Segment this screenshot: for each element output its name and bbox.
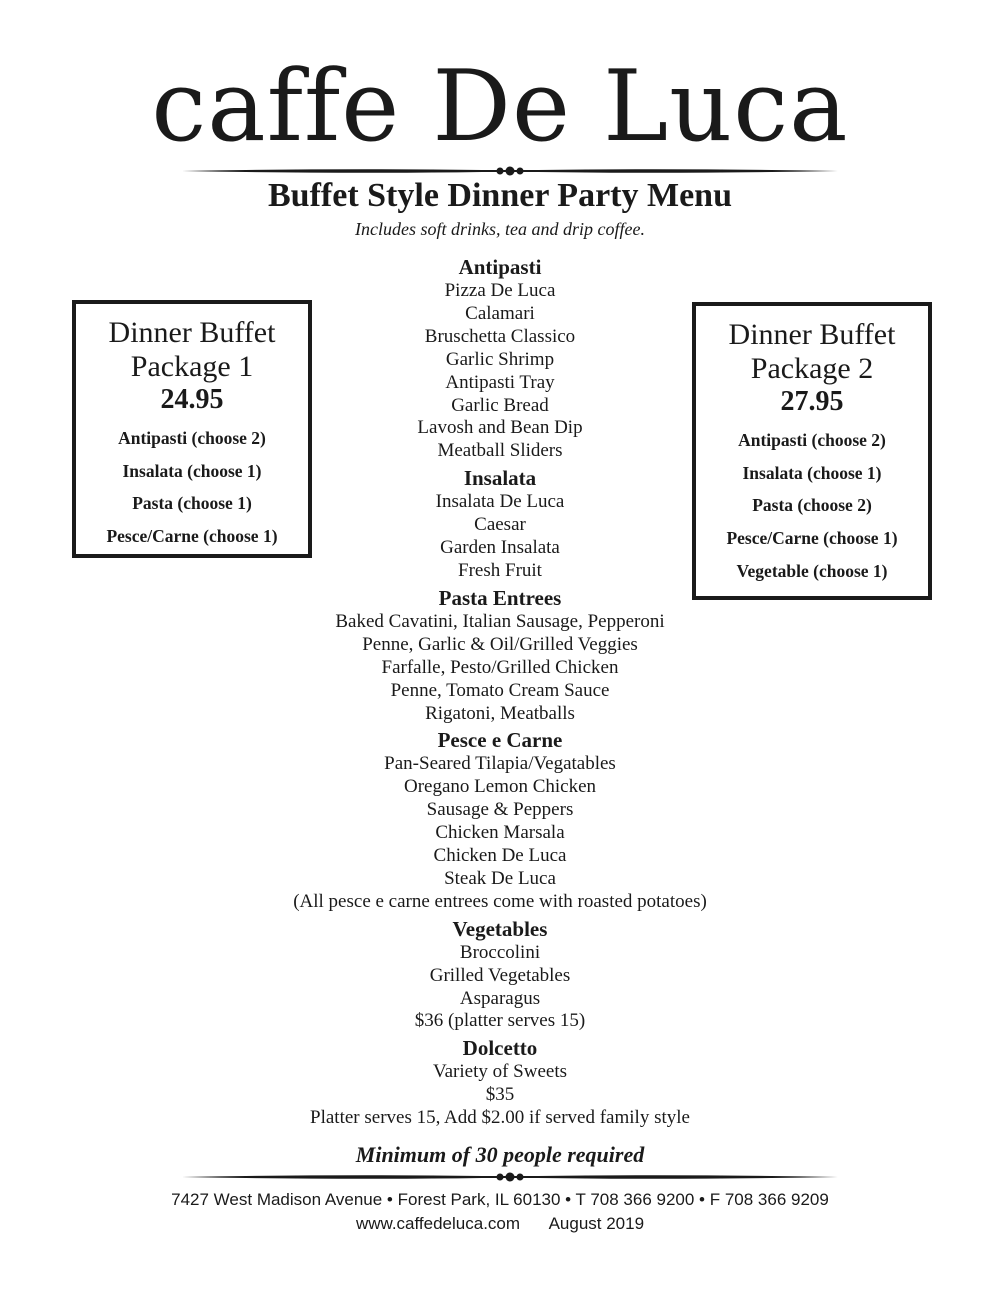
section-heading: Insalata [463,466,537,491]
menu-item: Fresh Fruit [458,559,542,581]
menu-item: Rigatoni, Meatballs [425,702,575,724]
package-2-line: Antipasti (choose 2) [738,430,886,450]
footer-website[interactable]: www.caffedeluca.com [355,1214,521,1233]
package-1-line: Antipasti (choose 2) [118,428,266,448]
menu-item: Lavosh and Bean Dip [417,417,583,439]
section-pasta-entrees [0,586,1000,726]
menu-item: Caesar [474,514,526,536]
section-heading: Pesce e Carne [437,728,563,753]
package-2-line: Vegetable (choose 1) [736,560,888,581]
menu-item: Steak De Luca [444,867,556,889]
menu-item: $35 [485,1084,515,1106]
menu-item: Pizza De Luca [444,280,556,301]
package-2-price: 27.95 [780,386,844,417]
menu-item: Garlic Bread [451,394,549,416]
logo: caffe De Luca [151,50,849,164]
menu-title: Buffet Style Dinner Party Menu [268,177,732,214]
package-2-line: Pasta (choose 2) [752,495,872,516]
menu-item: Baked Cavatini, Italian Sausage, Pepperoni [335,610,665,632]
menu-item: Variety of Sweets [432,1061,568,1083]
section-heading: Dolcetto [462,1036,538,1061]
menu-item: (All pesce e carne entrees come with roasted potatoes) [293,890,707,912]
menu-item: Platter serves 15, Add $2.00 if served family style [310,1107,690,1129]
footer-date: August 2019 [548,1214,645,1233]
ornamental-divider-bottom [182,1170,838,1184]
package-1-line: Pesce/Carne (choose 1) [106,526,278,547]
minimum-requirement: Minimum of 30 people required [355,1142,645,1167]
menu-item: Garlic Shrimp [445,348,555,370]
menu-item: Penne, Garlic & Oil/Grilled Veggies [362,633,638,655]
menu-sections [0,255,1000,1130]
menu-item: Chicken Marsala [435,822,565,844]
menu-item: $36 (platter serves 15) [414,1010,586,1032]
menu-subtitle: Includes soft drinks, tea and drip coffee. [355,219,645,239]
package-1-title-line2: Package 1 [130,350,254,383]
menu-item: Sausage & Peppers [426,799,574,821]
section-pesce-e-carne [0,728,1000,913]
menu-item: Chicken De Luca [433,845,567,867]
menu-item: Farfalle, Pesto/Grilled Chicken [381,656,619,678]
menu-item: Broccolini [459,941,541,963]
package-1-line: Pasta (choose 1) [132,493,252,514]
section-antipasti [0,255,1000,463]
menu-item: Pan-Seared Tilapia/Vegatables [384,753,616,775]
menu-item: Meatball Sliders [437,440,563,462]
package-1-price: 24.95 [160,384,224,415]
menu-item: Oregano Lemon Chicken [403,776,597,798]
package-2-line: Insalata (choose 1) [742,462,882,483]
menu-item: Garden Insalata [440,537,560,559]
package-2-title-line1: Dinner Buffet [728,318,896,351]
section-heading: Antipasti [458,255,542,279]
package-2-line: Pesce/Carne (choose 1) [726,528,898,549]
section-dolcetto [0,1036,1000,1130]
menu-item: Insalata De Luca [435,491,565,513]
section-heading: Pasta Entrees [438,585,562,610]
package-1-title-line1: Dinner Buffet [108,316,276,349]
menu-item: Bruschetta Classico [424,325,576,347]
section-vegetables [0,917,1000,1034]
footer-address: 7427 West Madison Avenue • Forest Park, IL 60130 • T 708 366 9200 • F 708 366 9209 [171,1190,829,1209]
section-insalata [0,466,1000,583]
section-heading: Vegetables [452,916,548,941]
footer-line-2 [0,1213,1000,1235]
menu-item: Antipasti Tray [445,371,555,393]
menu-item: Asparagus [459,987,541,1009]
package-2-title-line2: Package 2 [750,352,874,385]
menu-item: Penne, Tomato Cream Sauce [390,679,610,701]
menu-item: Calamari [465,302,535,324]
menu-item: Grilled Vegetables [429,964,571,986]
package-1-line: Insalata (choose 1) [122,460,262,481]
